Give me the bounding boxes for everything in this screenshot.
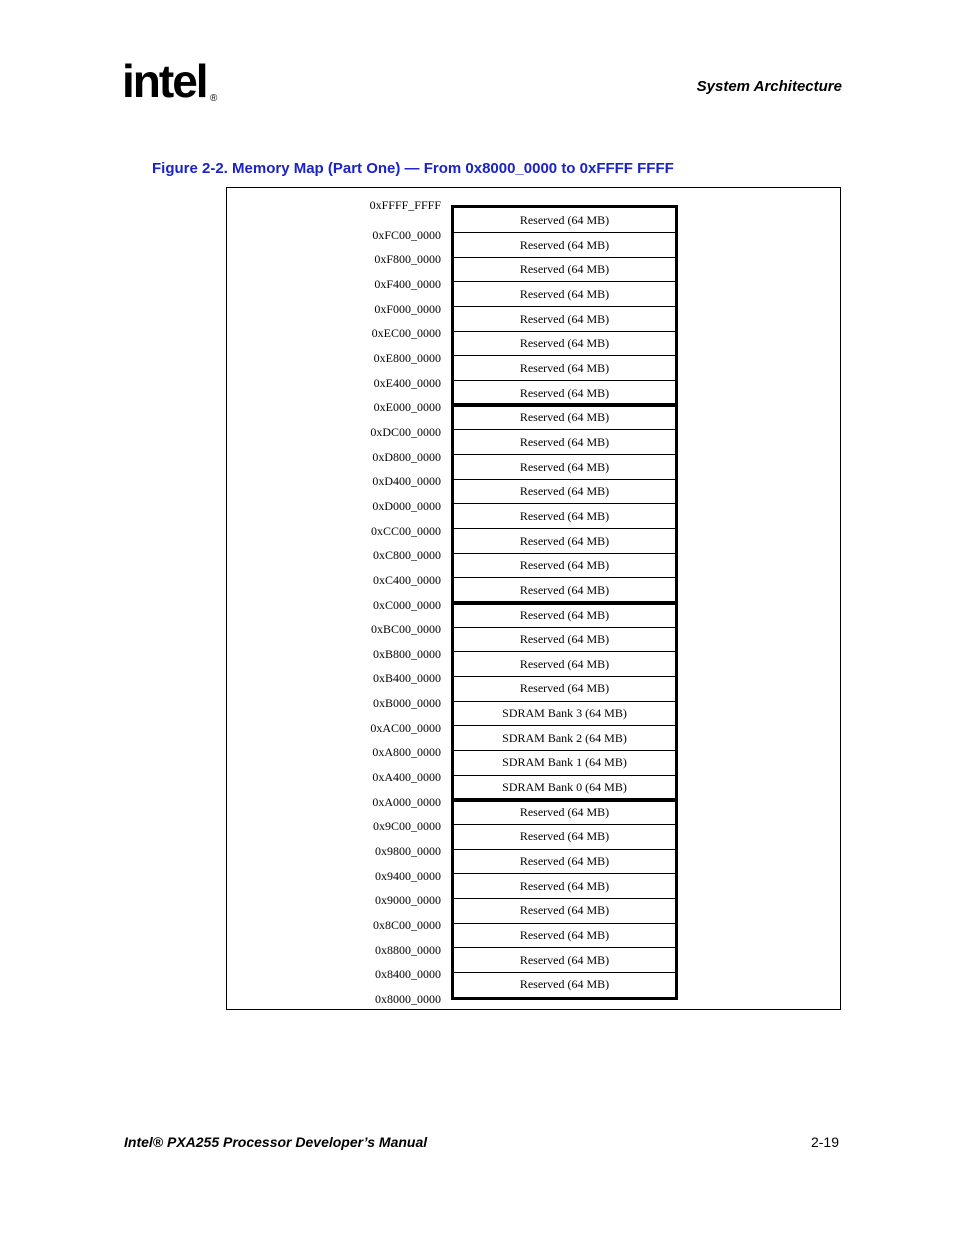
region-divider	[454, 503, 675, 504]
memory-region: Reserved (64 MB)	[519, 533, 610, 548]
address-label: 0x9400_0000	[375, 868, 441, 883]
address-label: 0xE800_0000	[373, 350, 441, 365]
address-label: 0xE400_0000	[373, 375, 441, 390]
memory-region: Reserved (64 MB)	[519, 878, 610, 893]
region-divider	[454, 306, 675, 307]
address-label: 0xB000_0000	[372, 696, 441, 711]
region-divider	[454, 898, 675, 899]
registered-mark: ®	[210, 93, 218, 104]
memory-region: Reserved (64 MB)	[519, 508, 610, 523]
region-divider	[454, 873, 675, 874]
address-label: 0x9800_0000	[375, 844, 441, 859]
address-label: 0xD800_0000	[372, 449, 441, 464]
address-label: 0xB800_0000	[372, 646, 441, 661]
top-address: 0xFFFF_FFFF	[369, 198, 441, 212]
block-divider-thick	[454, 601, 675, 605]
memory-region: Reserved (64 MB)	[519, 977, 610, 992]
region-divider	[454, 528, 675, 529]
region-divider	[454, 553, 675, 554]
logo-text: intel	[122, 55, 207, 107]
address-label: 0xE000_0000	[373, 400, 441, 415]
address-label: 0xF400_0000	[374, 276, 441, 291]
region-divider	[454, 947, 675, 948]
memory-region: Reserved (64 MB)	[519, 311, 610, 326]
memory-region: Reserved (64 MB)	[519, 484, 610, 499]
address-label: 0xFC00_0000	[372, 227, 441, 242]
address-label: 0xD400_0000	[372, 474, 441, 489]
memory-region: Reserved (64 MB)	[519, 213, 610, 227]
memory-region: Reserved (64 MB)	[519, 952, 610, 967]
address-label: 0x9C00_0000	[372, 819, 441, 834]
address-label: 0xC000_0000	[372, 597, 441, 612]
region-divider	[454, 331, 675, 332]
memory-region: Reserved (64 MB)	[519, 928, 610, 943]
memory-region: SDRAM Bank 2 (64 MB)	[502, 730, 627, 745]
memory-region: Reserved (64 MB)	[519, 459, 610, 474]
address-label: 0xC800_0000	[372, 548, 441, 563]
address-label: 0xC400_0000	[372, 572, 441, 587]
region-divider	[454, 479, 675, 480]
address-label: 0xB400_0000	[372, 671, 441, 686]
region-divider	[454, 281, 675, 282]
address-label: 0xEC00_0000	[371, 326, 441, 341]
figure-caption: Figure 2-2. Memory Map (Part One) — From 0x8000_0000 to 0xFFFF FFFF	[152, 160, 674, 177]
region-divider	[454, 775, 675, 776]
address-label: 0x9000_0000	[375, 893, 441, 908]
region-divider	[454, 380, 675, 381]
region-divider	[454, 232, 675, 233]
memory-region: Reserved (64 MB)	[519, 582, 610, 597]
address-label: 0xA400_0000	[372, 770, 441, 785]
address-label: 0x8400_0000	[375, 967, 441, 982]
address-label: 0xCC00_0000	[370, 523, 441, 538]
memory-region: Reserved (64 MB)	[519, 607, 610, 622]
address-label: 0xD000_0000	[372, 498, 441, 513]
memory-region: Reserved (64 MB)	[519, 632, 610, 647]
region-divider	[454, 824, 675, 825]
memory-region: Reserved (64 MB)	[519, 854, 610, 869]
region-divider	[454, 355, 675, 356]
address-label: 0xDC00_0000	[370, 424, 441, 439]
memory-region: Reserved (64 MB)	[519, 237, 610, 252]
address-label: 0xBC00_0000	[370, 622, 441, 637]
address-label: 0xA000_0000	[372, 794, 441, 809]
region-divider	[454, 701, 675, 702]
address-label: 0x8800_0000	[375, 942, 441, 957]
address-label: 0xA800_0000	[372, 745, 441, 760]
address-label: 0xAC00_0000	[370, 720, 441, 735]
region-divider	[454, 972, 675, 973]
memory-region: Reserved (64 MB)	[519, 903, 610, 918]
memory-region: Reserved (64 MB)	[519, 360, 610, 375]
region-divider	[454, 577, 675, 578]
memory-region: Reserved (64 MB)	[519, 656, 610, 671]
memory-region: Reserved (64 MB)	[519, 681, 610, 696]
memory-region: Reserved (64 MB)	[519, 829, 610, 844]
memory-region: SDRAM Bank 1 (64 MB)	[502, 755, 627, 770]
address-label: 0x8000_0000	[375, 992, 441, 1006]
memory-region: Reserved (64 MB)	[519, 262, 610, 277]
memory-map-column	[451, 205, 678, 1000]
region-divider	[454, 429, 675, 430]
memory-region: Reserved (64 MB)	[519, 286, 610, 301]
block-divider-thick	[454, 798, 675, 802]
memory-region: Reserved (64 MB)	[519, 336, 610, 351]
memory-region: Reserved (64 MB)	[519, 558, 610, 573]
region-divider	[454, 676, 675, 677]
page-number: 2-19	[810, 1134, 839, 1150]
memory-region: SDRAM Bank 0 (64 MB)	[502, 780, 627, 795]
region-divider	[454, 750, 675, 751]
address-label: 0xF000_0000	[374, 301, 441, 316]
memory-region: Reserved (64 MB)	[519, 385, 610, 400]
address-label: 0xF800_0000	[374, 252, 441, 267]
section-title: System Architecture	[696, 78, 842, 95]
footer-manual-title: Intel® PXA255 Processor Developer’s Manual	[124, 1134, 428, 1150]
region-divider	[454, 454, 675, 455]
region-divider	[454, 923, 675, 924]
memory-region: SDRAM Bank 3 (64 MB)	[502, 706, 627, 721]
memory-region: Reserved (64 MB)	[519, 804, 610, 819]
intel-logo	[122, 55, 218, 107]
address-label: 0x8C00_0000	[372, 918, 441, 933]
region-divider	[454, 651, 675, 652]
memory-region: Reserved (64 MB)	[519, 410, 610, 425]
region-divider	[454, 849, 675, 850]
memory-region: Reserved (64 MB)	[519, 434, 610, 449]
region-divider	[454, 725, 675, 726]
block-divider-thick	[454, 403, 675, 407]
region-divider	[454, 627, 675, 628]
region-divider	[454, 257, 675, 258]
